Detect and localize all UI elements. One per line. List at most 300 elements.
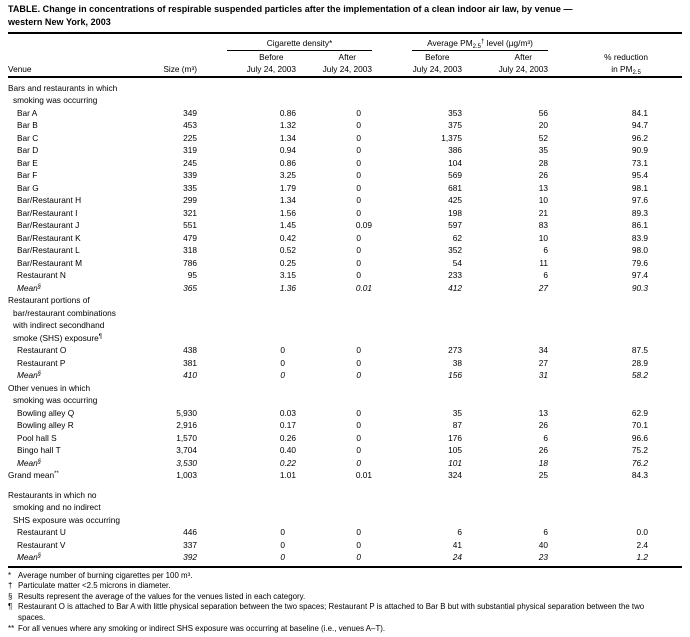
cig-before-cell: 1.32 [279, 120, 296, 131]
footnote-marker-sup: ** [54, 471, 59, 478]
cig-after-cell: 0 [356, 245, 361, 256]
reduction-cell: 90.3 [631, 282, 648, 293]
pm-before-cell: 353 [448, 107, 462, 118]
pm-before-cell: 324 [448, 470, 462, 481]
footnote-text: Restaurant O is attached to Bar A with little physical separation between the two spaces; Restaurant P is attached to Bar B but with substantial physical separation between the two spaces. [18, 602, 645, 623]
table-row [8, 232, 682, 245]
venue-cell: Mean§ [17, 282, 42, 293]
cig-after-cell: 0 [356, 170, 361, 181]
pm-after-cell: 27 [538, 282, 548, 293]
pm-before-cell: 41 [452, 539, 462, 550]
section-heading-line: smoking was occurring [13, 395, 98, 406]
section-heading-line: bar/restaurant combinations [13, 307, 116, 318]
footnote-text: Particulate matter <2.5 microns in diameter. [18, 581, 171, 591]
table-row [8, 551, 682, 564]
group-header-pm-level [372, 34, 548, 51]
date-label: July 24, 2003 [322, 64, 372, 75]
reduction-cell: 90.9 [631, 145, 648, 156]
pm-before-cell: 425 [448, 195, 462, 206]
footnote-marker-sup: § [37, 553, 42, 560]
size-cell: 95 [187, 270, 197, 281]
venue-cell: Bar/Restaurant H [17, 195, 82, 206]
cig-after-cell: 0 [356, 157, 361, 168]
section-heading-row [8, 94, 682, 107]
pm-before-cell: 6 [457, 527, 462, 538]
footnote [8, 581, 656, 592]
size-cell: 410 [183, 370, 197, 381]
pm-after-cell: 10 [538, 195, 548, 206]
section-heading-line: SHS exposure was occurring [13, 514, 120, 525]
pm-label-dagger: † [480, 39, 485, 46]
size-cell: 339 [183, 170, 197, 181]
date-label: July 24, 2003 [498, 64, 548, 75]
reduction-cell: 97.6 [631, 195, 648, 206]
pm-label-pre: Average PM [427, 38, 473, 48]
section-heading-row [8, 294, 682, 307]
venue-cell: Restaurant O [17, 345, 67, 356]
before-label: Before [259, 52, 284, 62]
footnote [8, 592, 656, 603]
reduction-label-subscript: 2.5 [632, 70, 641, 77]
pm-before-cell: 386 [448, 145, 462, 156]
pm-after-cell: 26 [538, 170, 548, 181]
cig-before-cell: 0 [280, 357, 285, 368]
reduction-cell: 79.6 [631, 257, 648, 268]
venue-cell: Restaurant V [17, 539, 66, 550]
table-row [8, 407, 682, 420]
footnote-marker: * [8, 570, 12, 580]
reduction-cell: 98.1 [631, 182, 648, 193]
pm-after-cell: 40 [538, 539, 548, 550]
pm-after-cell: 18 [538, 457, 548, 468]
column-header-cig-after [296, 51, 372, 77]
table-row [8, 257, 682, 270]
pm-after-cell: 6 [543, 245, 548, 256]
before-label: Before [425, 52, 450, 62]
table-title [8, 3, 682, 29]
venue-cell: Mean§ [17, 457, 42, 468]
group-header-empty [8, 34, 197, 51]
pm-before-cell: 233 [448, 270, 462, 281]
cig-before-cell: 0.40 [279, 445, 296, 456]
spare-header-cell [648, 51, 682, 77]
column-header-row [8, 51, 682, 77]
footnote [8, 624, 656, 635]
section-gap-cell [8, 482, 682, 489]
pm-before-cell: 273 [448, 345, 462, 356]
cig-after-cell: 0.01 [355, 282, 372, 293]
footnote-marker: † [8, 581, 13, 591]
spare-cell [648, 551, 682, 564]
reduction-cell: 28.9 [631, 357, 648, 368]
table-row [8, 107, 682, 120]
reduction-cell: 95.4 [631, 170, 648, 181]
cig-before-cell: 1.34 [279, 132, 296, 143]
cig-before-cell: 1.45 [279, 220, 296, 231]
section-heading-line: Bars and restaurants in which [8, 82, 118, 93]
section-heading-line: Other venues in which [8, 382, 91, 393]
venue-cell: Bingo hall T [17, 445, 61, 456]
pm-before-cell: 24 [452, 552, 462, 563]
column-header-venue: Venue [8, 64, 32, 75]
venue-cell: Pool hall S [17, 432, 57, 443]
cig-before-cell: 0.86 [279, 107, 296, 118]
group-header-empty-right [548, 34, 682, 51]
reduction-cell: 73.1 [631, 157, 648, 168]
venue-cell: Bar A [17, 107, 38, 118]
cig-before-cell: 0.25 [279, 257, 296, 268]
section-heading-row [8, 489, 682, 502]
pm-after-cell: 27 [538, 357, 548, 368]
cig-before-cell: 0.86 [279, 157, 296, 168]
spare-cell [648, 169, 682, 182]
cig-after-cell: 0 [356, 145, 361, 156]
table-row [8, 419, 682, 432]
spare-cell [648, 219, 682, 232]
pm-after-cell: 6 [543, 432, 548, 443]
pm-before-cell: 105 [448, 445, 462, 456]
column-header-pm-before [372, 51, 462, 77]
spare-cell [648, 444, 682, 457]
reduction-cell: 1.2 [636, 552, 648, 563]
spare-cell [648, 419, 682, 432]
reduction-cell: 0.0 [636, 527, 648, 538]
size-cell: 479 [183, 232, 197, 243]
table-row [8, 194, 682, 207]
cig-after-cell: 0 [356, 407, 361, 418]
cig-before-cell: 0.26 [279, 432, 296, 443]
spare-cell [648, 182, 682, 195]
cig-before-cell: 0.03 [279, 407, 296, 418]
pm-before-cell: 352 [448, 245, 462, 256]
reduction-cell: 84.3 [631, 470, 648, 481]
cig-after-cell: 0 [356, 182, 361, 193]
venue-cell: Restaurant N [17, 270, 66, 281]
section-heading-line: Restaurant portions of [8, 295, 90, 306]
size-cell: 786 [183, 257, 197, 268]
size-cell: 321 [183, 207, 197, 218]
section-heading-row [8, 382, 682, 395]
section-heading-row [8, 514, 682, 527]
reduction-cell: 2.4 [636, 539, 648, 550]
cig-after-cell: 0 [356, 120, 361, 131]
pm-after-cell: 23 [538, 552, 548, 563]
size-cell: 3,704 [176, 445, 197, 456]
venue-cell: Bar/Restaurant J [17, 220, 80, 231]
pm-label-subscript: 2.5 [472, 44, 481, 50]
cig-before-cell: 0.22 [279, 457, 296, 468]
cig-before-cell: 0 [280, 539, 285, 550]
reduction-cell: 89.3 [631, 207, 648, 218]
footnote [8, 571, 656, 582]
reduction-cell: 75.2 [631, 445, 648, 456]
pm-before-cell: 198 [448, 207, 462, 218]
pm-before-cell: 375 [448, 120, 462, 131]
cig-after-cell: 0.01 [355, 470, 372, 481]
section-heading-line: smoke (SHS) exposure¶ [13, 332, 102, 343]
table-row [8, 432, 682, 445]
date-label: July 24, 2003 [246, 64, 296, 75]
cig-before-cell: 0 [280, 527, 285, 538]
footnote [8, 602, 656, 623]
table-row [8, 457, 682, 470]
table-row [8, 132, 682, 145]
column-header-size: Size (m³) [163, 64, 197, 75]
reduction-label-line1: % reduction [604, 52, 648, 62]
venue-cell: Bar/Restaurant M [17, 257, 83, 268]
footnote-text: For all venues where any smoking or indirect SHS exposure was occurring at baseline (i.e., venues A–T). [18, 623, 386, 633]
spare-cell [648, 526, 682, 539]
spare-cell [648, 144, 682, 157]
section-heading-line: with indirect secondhand [13, 320, 105, 331]
cig-after-cell: 0 [356, 457, 361, 468]
pm-label-post: level (µg/m³) [484, 38, 533, 48]
pm-after-cell: 28 [538, 157, 548, 168]
size-cell: 551 [183, 220, 197, 231]
venue-cell: Grand mean** [8, 470, 59, 481]
spare-cell [648, 232, 682, 245]
table-row [8, 369, 682, 382]
size-cell: 335 [183, 182, 197, 193]
section-gap [8, 482, 682, 489]
pm-before-cell: 35 [452, 407, 462, 418]
column-header-pm-after [462, 51, 548, 77]
venue-cell: Restaurant P [17, 357, 66, 368]
cig-before-cell: 3.25 [279, 170, 296, 181]
pm-before-cell: 1,375 [441, 132, 462, 143]
footnote-marker: ¶ [8, 602, 13, 612]
pm-before-cell: 101 [448, 457, 462, 468]
size-cell: 245 [183, 157, 197, 168]
pm-before-cell: 87 [452, 420, 462, 431]
after-label: After [338, 52, 357, 62]
pm-after-cell: 10 [538, 232, 548, 243]
cig-after-cell: 0 [356, 257, 361, 268]
size-cell: 225 [183, 132, 197, 143]
venue-cell: Bar G [17, 182, 39, 193]
spare-cell [648, 244, 682, 257]
section-heading-row [8, 82, 682, 95]
pm-after-cell: 34 [538, 345, 548, 356]
cig-after-cell: 0 [356, 552, 361, 563]
pm-before-cell: 176 [448, 432, 462, 443]
venue-cell: Bowling alley Q [17, 407, 75, 418]
reduction-cell: 98.0 [631, 245, 648, 256]
section-heading-line: Restaurants in which no [8, 489, 97, 500]
cig-after-cell: 0 [356, 357, 361, 368]
cig-before-cell: 0.94 [279, 145, 296, 156]
data-table [8, 82, 682, 564]
footnote-marker: § [8, 591, 13, 601]
pm-after-cell: 21 [538, 207, 548, 218]
footnotes [8, 568, 656, 635]
venue-cell: Bar F [17, 170, 38, 181]
size-cell: 453 [183, 120, 197, 131]
size-cell: 438 [183, 345, 197, 356]
table-row [8, 469, 682, 482]
spare-cell [648, 119, 682, 132]
cig-before-cell: 1.56 [279, 207, 296, 218]
reduction-cell: 83.9 [631, 232, 648, 243]
spare-cell [648, 157, 682, 170]
venue-cell: Bar C [17, 132, 39, 143]
table-row [8, 344, 682, 357]
spare-cell [648, 344, 682, 357]
spare-cell [648, 369, 682, 382]
section-heading-row [8, 307, 682, 320]
pm-after-cell: 20 [538, 120, 548, 131]
spare-cell [648, 432, 682, 445]
spare-cell [648, 282, 682, 295]
table-title-line2: western New York, 2003 [8, 17, 111, 27]
footnote-marker-sup: § [37, 458, 42, 465]
pm-after-cell: 35 [538, 145, 548, 156]
pm-after-cell: 6 [543, 270, 548, 281]
pm-after-cell: 52 [538, 132, 548, 143]
cig-after-cell: 0 [356, 132, 361, 143]
pm-before-cell: 38 [452, 357, 462, 368]
size-cell: 337 [183, 539, 197, 550]
pm-before-cell: 412 [448, 282, 462, 293]
size-cell: 1,570 [176, 432, 197, 443]
venue-cell: Bar E [17, 157, 38, 168]
venue-cell: Bar/Restaurant K [17, 232, 81, 243]
column-header-cig-before [197, 51, 296, 77]
footnote-marker-sup: ¶ [98, 333, 102, 340]
pm-before-cell: 681 [448, 182, 462, 193]
cig-after-cell: 0 [356, 232, 361, 243]
section-heading-line: smoking and no indirect [13, 502, 101, 513]
spare-cell [648, 357, 682, 370]
reduction-cell: 62.9 [631, 407, 648, 418]
venue-cell: Bar/Restaurant I [17, 207, 78, 218]
reduction-cell: 87.5 [631, 345, 648, 356]
cig-before-cell: 1.36 [279, 282, 296, 293]
cig-after-cell: 0 [356, 270, 361, 281]
footnote-marker-sup: § [37, 283, 42, 290]
size-cell: 446 [183, 527, 197, 538]
after-label: After [514, 52, 533, 62]
cig-after-cell: 0 [356, 207, 361, 218]
pm-after-cell: 11 [539, 257, 548, 268]
reduction-cell: 96.6 [631, 432, 648, 443]
pm-after-cell: 26 [538, 445, 548, 456]
cig-before-cell: 1.01 [279, 470, 296, 481]
spare-cell [648, 457, 682, 470]
spare-cell [648, 257, 682, 270]
cig-before-cell: 1.34 [279, 195, 296, 206]
pm-after-cell: 31 [538, 370, 548, 381]
cig-after-cell: 0.09 [355, 220, 372, 231]
table-row [8, 207, 682, 220]
spare-cell [648, 269, 682, 282]
reduction-label-line2: in PM [611, 64, 633, 75]
reduction-cell: 97.4 [631, 270, 648, 281]
pm-after-cell: 26 [538, 420, 548, 431]
spare-cell [648, 407, 682, 420]
size-cell: 3,530 [176, 457, 197, 468]
pm-before-cell: 597 [448, 220, 462, 231]
venue-cell: Mean§ [17, 370, 42, 381]
size-cell: 392 [183, 552, 197, 563]
spare-cell [648, 539, 682, 552]
size-cell: 318 [183, 245, 197, 256]
venue-cell: Bowling alley R [17, 420, 74, 431]
table-title-line1: TABLE. Change in concentrations of respirable suspended particles after the implementation of a clean indoor air law, by venue — [8, 4, 573, 14]
size-cell: 1,003 [176, 470, 197, 481]
venue-cell: Bar/Restaurant L [17, 245, 80, 256]
pm-after-cell: 13 [538, 407, 548, 418]
table-row [8, 269, 682, 282]
venue-cell: Mean§ [17, 552, 42, 563]
header-table [8, 34, 682, 78]
reduction-cell: 94.7 [631, 120, 648, 131]
table-row [8, 357, 682, 370]
table-row [8, 282, 682, 295]
table-row [8, 539, 682, 552]
spare-cell [648, 107, 682, 120]
footnote-text: Average number of burning cigarettes per 100 m³. [18, 570, 193, 580]
table-row [8, 444, 682, 457]
spare-cell [648, 132, 682, 145]
cig-before-cell: 0 [280, 552, 285, 563]
cig-before-cell: 1.79 [279, 182, 296, 193]
cig-after-cell: 0 [356, 107, 361, 118]
venue-cell: Bar B [17, 120, 38, 131]
pm-after-cell: 56 [538, 107, 548, 118]
cig-before-cell: 0 [280, 345, 285, 356]
reduction-cell: 70.1 [631, 420, 648, 431]
reduction-cell: 76.2 [631, 457, 648, 468]
group-header-cigarette-density [197, 34, 372, 51]
footnote-marker-sup: § [37, 371, 42, 378]
footnote-marker: ** [8, 623, 15, 633]
cig-after-cell: 0 [356, 432, 361, 443]
section-heading-line: smoking was occurring [13, 95, 98, 106]
size-cell: 5,930 [176, 407, 197, 418]
cig-after-cell: 0 [356, 527, 361, 538]
pm-before-cell: 156 [448, 370, 462, 381]
date-label: July 24, 2003 [412, 64, 462, 75]
size-cell: 381 [183, 357, 197, 368]
size-cell: 299 [183, 195, 197, 206]
table-row [8, 144, 682, 157]
cig-before-cell: 3.15 [279, 270, 296, 281]
cig-after-cell: 0 [356, 195, 361, 206]
spare-cell [648, 194, 682, 207]
size-cell: 2,916 [176, 420, 197, 431]
pm-before-cell: 104 [448, 157, 462, 168]
cig-after-cell: 0 [356, 345, 361, 356]
table-row [8, 157, 682, 170]
reduction-cell: 86.1 [631, 220, 648, 231]
pm-after-cell: 13 [538, 182, 548, 193]
pm-before-cell: 569 [448, 170, 462, 181]
pm-before-cell: 54 [452, 257, 462, 268]
size-cell: 349 [183, 107, 197, 118]
table-row [8, 119, 682, 132]
size-cell: 365 [183, 282, 197, 293]
cig-before-cell: 0.42 [279, 232, 296, 243]
cig-before-cell: 0.52 [279, 245, 296, 256]
reduction-cell: 58.2 [631, 370, 648, 381]
spare-cell [648, 469, 682, 482]
reduction-cell: 96.2 [631, 132, 648, 143]
section-heading-row [8, 501, 682, 514]
table-row [8, 244, 682, 257]
section-heading-row [8, 319, 682, 332]
column-header-reduction [548, 51, 648, 77]
